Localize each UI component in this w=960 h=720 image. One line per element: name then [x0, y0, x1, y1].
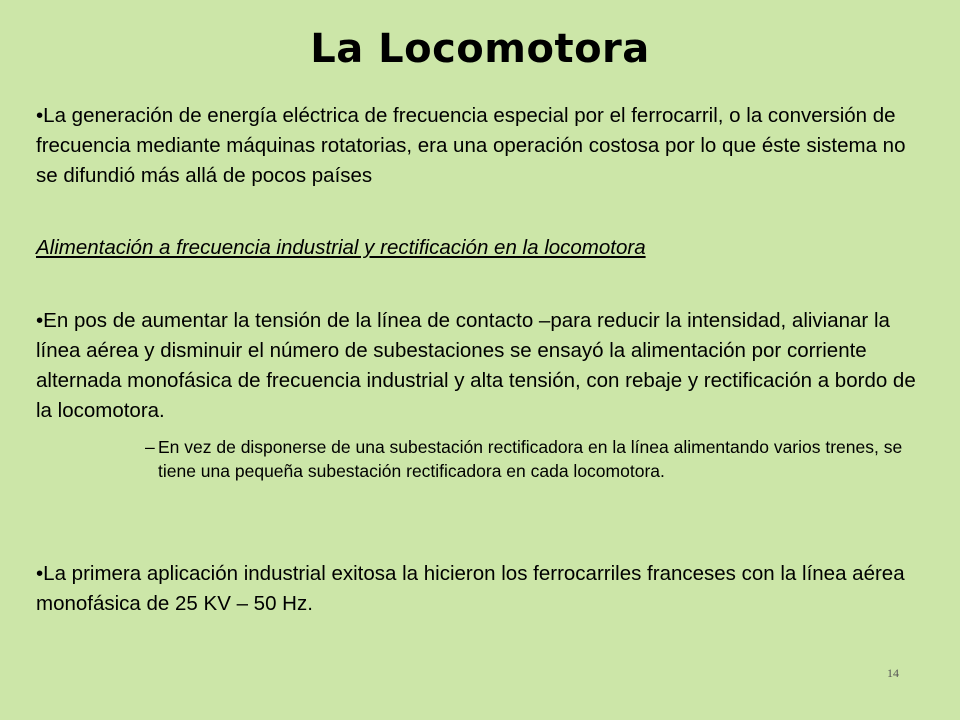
section-heading: Alimentación a frecuencia industrial y rectificación en la locomotora — [36, 236, 646, 259]
bullet-paragraph-2: •En pos de aumentar la tensión de la línea de contacto –para reducir la intensidad, alivianar la línea aérea y disminuir el número de subestaciones se ensayó la alimentación por corriente alternada monofásica de frecuencia industrial y alta tensión, con rebaje y rectificación a bordo de la locomotora. — [36, 309, 916, 422]
page-number: 14 — [887, 666, 899, 680]
sub-bullet — [145, 435, 925, 483]
slide-title: La Locomotora — [310, 26, 650, 72]
sub-bullet-text: En vez de disponerse de una subestación rectificadora en la línea alimentando varios trenes, se tiene una pequeña subestación rectificadora en cada locomotora. — [158, 437, 903, 481]
bullet-paragraph-3: •La primera aplicación industrial exitosa la hicieron los ferrocarriles franceses con la línea aérea monofásica de 25 KV – 50 Hz. — [36, 562, 905, 615]
sub-bullet-marker: – — [145, 437, 155, 457]
bullet-paragraph-1: •La generación de energía eléctrica de frecuencia especial por el ferrocarril, o la conversión de frecuencia mediante máquinas rotatorias, era una operación costosa por lo que éste sistema no se difundió más allá de pocos países — [36, 104, 906, 187]
